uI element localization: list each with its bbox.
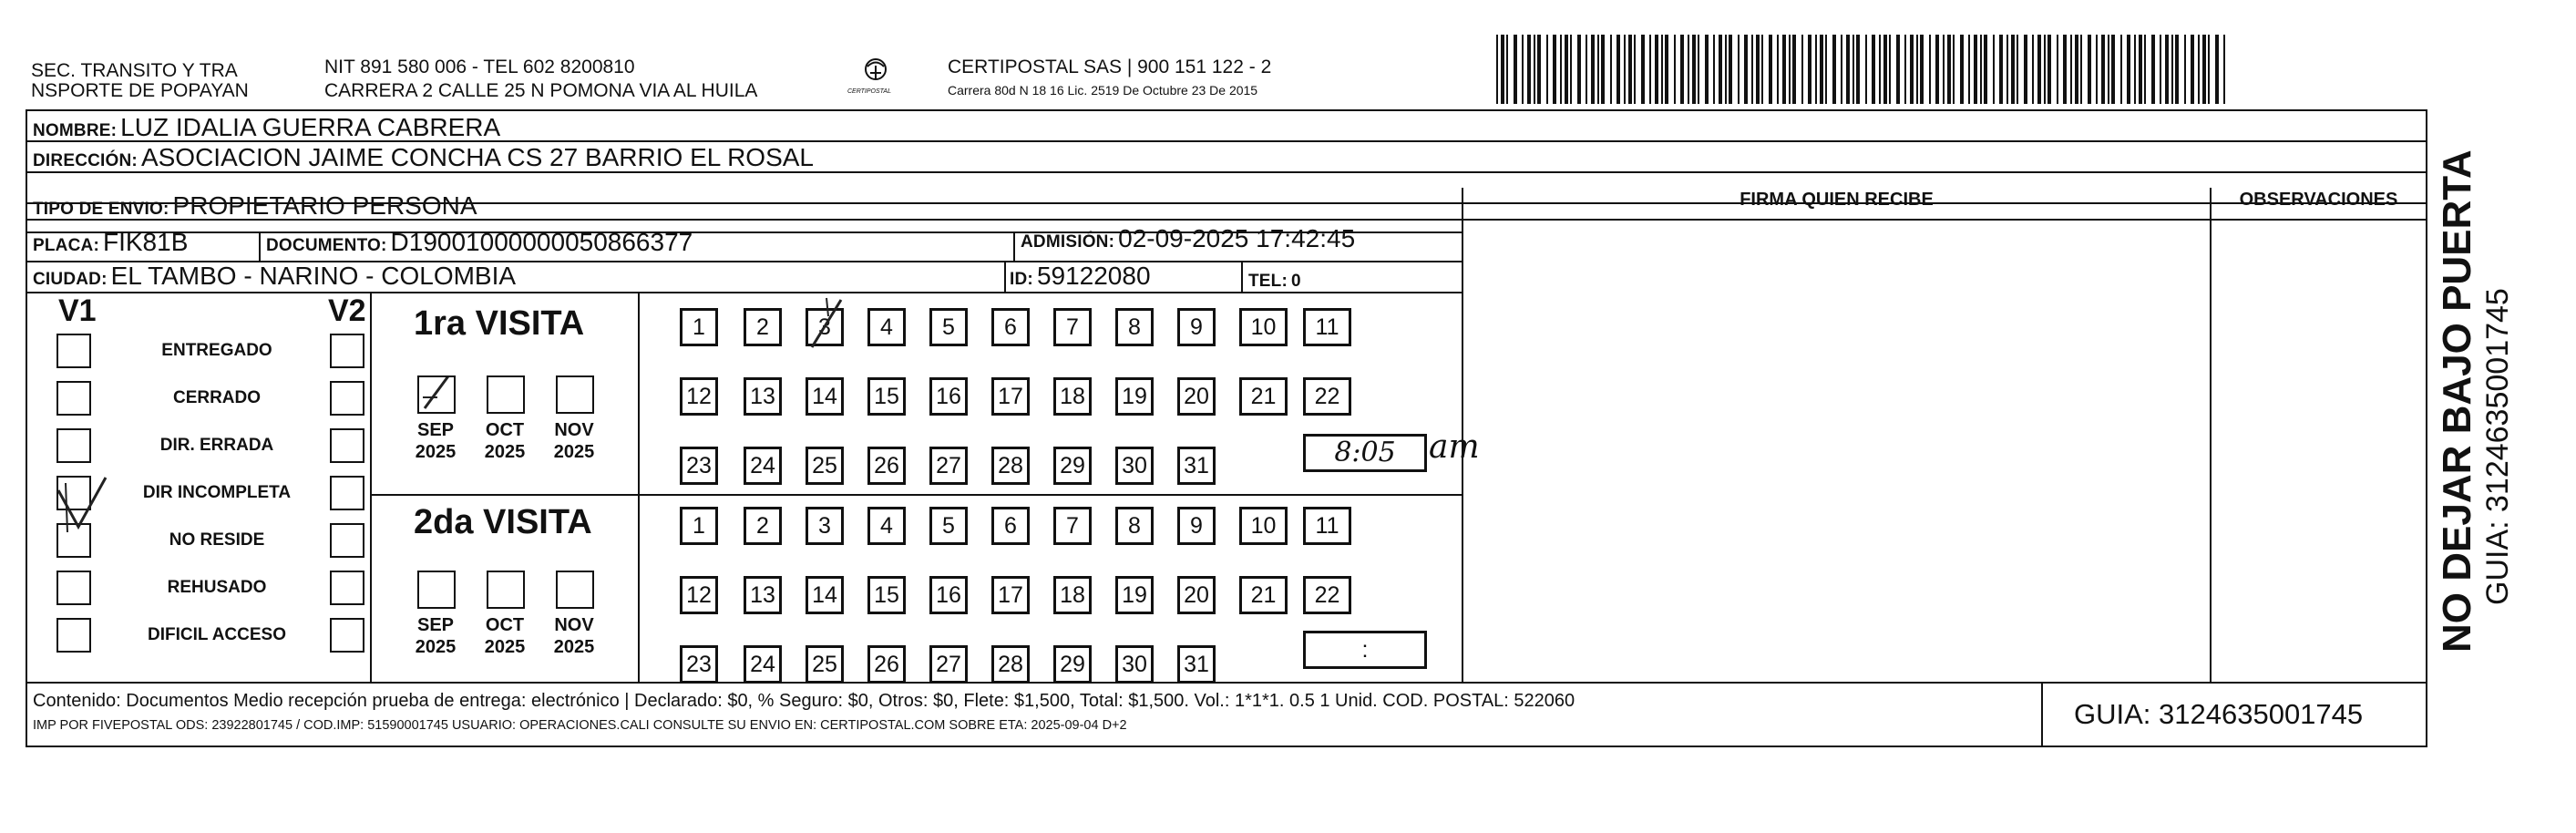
month-checkbox[interactable] xyxy=(487,375,525,414)
tipo-envio-label: TIPO DE ENVIO: xyxy=(33,200,169,219)
month-name: OCT xyxy=(485,420,525,440)
certipostal-logo xyxy=(846,55,906,100)
month-label xyxy=(477,614,532,658)
day-number: 22 xyxy=(1314,582,1340,608)
day-number: 8 xyxy=(1128,314,1141,340)
day-box-20[interactable] xyxy=(1177,377,1216,416)
day-number: 12 xyxy=(686,384,712,409)
observaciones-header: OBSERVACIONES xyxy=(2239,190,2398,210)
ciudad-field xyxy=(33,262,516,293)
status-option-label: DIR. ERRADA xyxy=(159,436,274,455)
month-label xyxy=(547,614,601,658)
day-box-19[interactable] xyxy=(1115,576,1154,614)
day-box-23[interactable] xyxy=(680,645,718,684)
day-number: 20 xyxy=(1184,582,1209,608)
day-box-4[interactable] xyxy=(867,308,906,346)
day-box-21[interactable] xyxy=(1239,576,1288,614)
day-box-15[interactable] xyxy=(867,576,906,614)
logo-text: CERTIPOSTAL xyxy=(847,88,891,95)
visit-1-time-suffix: am xyxy=(1429,428,1480,466)
day-box-17[interactable] xyxy=(991,576,1030,614)
tel-field xyxy=(1248,264,1305,295)
placa-field xyxy=(33,229,188,260)
day-box-5[interactable] xyxy=(929,507,968,545)
day-number: 31 xyxy=(1184,453,1209,478)
day-number: 31 xyxy=(1184,652,1209,677)
day-number: 16 xyxy=(936,582,961,608)
firma-header: FIRMA QUIEN RECIBE xyxy=(1740,190,1934,210)
month-name: OCT xyxy=(485,615,525,635)
status-option-label: NO RESIDE xyxy=(169,530,265,550)
visit-1-time-value: 8:05 xyxy=(1334,437,1396,468)
day-box-15[interactable] xyxy=(867,377,906,416)
documento-value: D19001000000050866377 xyxy=(390,228,693,256)
tel-value: 0 xyxy=(1291,272,1301,291)
ciudad-label: CIUDAD: xyxy=(33,270,108,289)
day-number: 14 xyxy=(812,582,837,608)
day-box-2[interactable] xyxy=(744,507,782,545)
day-number: 7 xyxy=(1066,314,1079,340)
nombre-label: NOMBRE: xyxy=(33,121,118,140)
v2-checkbox[interactable] xyxy=(330,523,364,558)
day-number: 3 xyxy=(818,513,831,539)
month-label xyxy=(547,419,601,463)
day-box-12[interactable] xyxy=(680,377,718,416)
day-number: 1 xyxy=(693,314,705,340)
day-box-1[interactable] xyxy=(680,507,718,545)
day-number: 10 xyxy=(1250,314,1277,340)
day-box-9[interactable] xyxy=(1177,507,1216,545)
day-box-14[interactable] xyxy=(806,576,844,614)
status-option-label: REHUSADO xyxy=(167,578,267,597)
company-line: CERTIPOSTAL SAS | 900 151 122 - 2 xyxy=(948,57,1272,77)
day-box-5[interactable] xyxy=(929,308,968,346)
day-number: 25 xyxy=(812,453,837,478)
day-box-11[interactable] xyxy=(1303,507,1351,545)
month-year: 2025 xyxy=(484,637,526,657)
day-box-13[interactable] xyxy=(744,576,782,614)
day-number: 2 xyxy=(756,314,769,340)
day-number: 14 xyxy=(812,384,837,409)
day-box-31[interactable] xyxy=(1177,645,1216,684)
day-number: 13 xyxy=(750,582,775,608)
day-number: 28 xyxy=(998,453,1023,478)
day-number: 6 xyxy=(1004,314,1017,340)
day-box-1[interactable] xyxy=(680,308,718,346)
day-box-28[interactable] xyxy=(991,447,1030,485)
v2-checkbox[interactable] xyxy=(330,381,364,416)
month-label xyxy=(408,419,463,463)
id-field xyxy=(1010,262,1151,293)
day-box-10[interactable] xyxy=(1239,507,1288,545)
day-number: 7 xyxy=(1066,513,1079,539)
admision-field xyxy=(1021,225,1355,256)
day-box-8[interactable] xyxy=(1115,308,1154,346)
admision-value: 02-09-2025 17:42:45 xyxy=(1118,224,1356,252)
day-box-13[interactable] xyxy=(744,377,782,416)
day-number: 9 xyxy=(1190,314,1203,340)
day-box-30[interactable] xyxy=(1115,645,1154,684)
day-box-18[interactable] xyxy=(1053,576,1092,614)
day-number: 22 xyxy=(1314,384,1340,409)
day-box-30[interactable] xyxy=(1115,447,1154,485)
day-number: 29 xyxy=(1060,453,1085,478)
day-number: 10 xyxy=(1250,513,1277,539)
day-box-31[interactable] xyxy=(1177,447,1216,485)
day-number: 25 xyxy=(812,652,837,677)
day-box-24[interactable] xyxy=(744,645,782,684)
day-number: 17 xyxy=(998,582,1023,608)
id-label: ID: xyxy=(1010,270,1033,289)
v2-checkbox[interactable] xyxy=(330,618,364,653)
v1-check-mark xyxy=(55,474,118,538)
day-number: 21 xyxy=(1250,384,1277,409)
month-name: SEP xyxy=(416,615,455,635)
day-number: 1 xyxy=(693,513,705,539)
tel-label: TEL: xyxy=(1248,272,1288,291)
month-year: 2025 xyxy=(553,442,595,462)
day-number: 24 xyxy=(750,652,775,677)
month-name: SEP xyxy=(416,420,455,440)
sender-address: CARRERA 2 CALLE 25 N POMONA VIA AL HUILA xyxy=(324,80,758,101)
status-option-label: CERRADO xyxy=(172,388,262,407)
day-box-29[interactable] xyxy=(1053,447,1092,485)
day-number: 30 xyxy=(1122,652,1147,677)
day-box-6[interactable] xyxy=(991,507,1030,545)
v2-header: V2 xyxy=(328,293,366,328)
day-box-19[interactable] xyxy=(1115,377,1154,416)
month-year: 2025 xyxy=(553,637,595,657)
day-number: 16 xyxy=(936,384,961,409)
footer-guia: GUIA: 3124635001745 xyxy=(2074,698,2364,730)
day-number: 27 xyxy=(936,453,961,478)
day-box-16[interactable] xyxy=(929,576,968,614)
day-number: 11 xyxy=(1315,314,1339,340)
day-number: 23 xyxy=(686,652,712,677)
side-guia: GUIA: 3124635001745 xyxy=(2480,288,2515,605)
day-number: 11 xyxy=(1315,513,1339,539)
month-year: 2025 xyxy=(415,637,457,657)
status-option-label: DIR INCOMPLETA xyxy=(142,483,292,502)
day-number: 5 xyxy=(942,314,955,340)
month-year: 2025 xyxy=(484,442,526,462)
placa-label: PLACA: xyxy=(33,236,99,255)
nit-line: NIT 891 580 006 - TEL 602 8200810 xyxy=(324,57,635,77)
v1-checkbox[interactable] xyxy=(56,334,91,368)
day-number: 18 xyxy=(1060,582,1085,608)
day-box-22[interactable] xyxy=(1303,377,1351,416)
day-box-3[interactable] xyxy=(806,308,844,346)
day-box-11[interactable] xyxy=(1303,308,1351,346)
month-label xyxy=(477,419,532,463)
day-number: 12 xyxy=(686,582,712,608)
day-number: 4 xyxy=(880,314,893,340)
v2-checkbox[interactable] xyxy=(330,334,364,368)
status-option-label: ENTREGADO xyxy=(161,341,272,360)
day-box-6[interactable] xyxy=(991,308,1030,346)
day-number: 3 xyxy=(818,314,831,340)
month-name: NOV xyxy=(554,420,594,440)
day-box-20[interactable] xyxy=(1177,576,1216,614)
nombre-value: LUZ IDALIA GUERRA CABRERA xyxy=(120,113,501,141)
sender-line-2: NSPORTE DE POPAYAN xyxy=(31,80,249,101)
day-number: 2 xyxy=(756,513,769,539)
status-option-label: DIFICIL ACCESO xyxy=(147,625,286,644)
day-box-24[interactable] xyxy=(744,447,782,485)
id-value: 59122080 xyxy=(1036,262,1151,290)
ciudad-value: EL TAMBO - NARINO - COLOMBIA xyxy=(110,262,517,290)
placa-value: FIK81B xyxy=(102,228,189,256)
tipo-envio-value: PROPIETARIO PERSONA xyxy=(172,191,477,220)
barcode xyxy=(1496,35,2236,104)
day-number: 21 xyxy=(1250,582,1277,608)
day-number: 28 xyxy=(998,652,1023,677)
direccion-field xyxy=(33,144,814,175)
sender-line-1: SEC. TRANSITO Y TRA xyxy=(31,60,238,81)
month-year: 2025 xyxy=(415,442,457,462)
day-number: 26 xyxy=(874,453,899,478)
day-box-10[interactable] xyxy=(1239,308,1288,346)
day-box-14[interactable] xyxy=(806,377,844,416)
v1-header: V1 xyxy=(58,293,97,328)
visit-2-time-box[interactable] xyxy=(1303,631,1427,669)
documento-label: DOCUMENTO: xyxy=(266,236,387,255)
v1-checkbox[interactable] xyxy=(56,571,91,605)
v2-checkbox[interactable] xyxy=(330,571,364,605)
v2-checkbox[interactable] xyxy=(330,476,364,510)
day-number: 8 xyxy=(1128,513,1141,539)
direccion-value: ASOCIACION JAIME CONCHA CS 27 BARRIO EL ROSAL xyxy=(140,143,814,171)
day-number: 26 xyxy=(874,652,899,677)
day-number: 30 xyxy=(1122,453,1147,478)
month-checkbox[interactable] xyxy=(417,571,456,609)
day-box-27[interactable] xyxy=(929,645,968,684)
v1-checkbox[interactable] xyxy=(56,618,91,653)
day-number: 15 xyxy=(874,384,899,409)
day-check-mark xyxy=(805,294,850,360)
day-number: 5 xyxy=(942,513,955,539)
day-box-17[interactable] xyxy=(991,377,1030,416)
day-number: 29 xyxy=(1060,652,1085,677)
month-name: NOV xyxy=(554,615,594,635)
visit-2-time-value: : xyxy=(1361,637,1369,663)
day-box-2[interactable] xyxy=(744,308,782,346)
day-box-25[interactable] xyxy=(806,447,844,485)
day-box-12[interactable] xyxy=(680,576,718,614)
day-number: 13 xyxy=(750,384,775,409)
day-box-23[interactable] xyxy=(680,447,718,485)
day-box-28[interactable] xyxy=(991,645,1030,684)
day-box-22[interactable] xyxy=(1303,576,1351,614)
direccion-label: DIRECCIÓN: xyxy=(33,151,138,170)
side-warning: NO DEJAR BAJO PUERTA xyxy=(2435,149,2479,653)
company-address: Carrera 80d N 18 16 Lic. 2519 De Octubre 23 De 2015 xyxy=(948,83,1258,98)
day-number: 15 xyxy=(874,582,899,608)
day-box-8[interactable] xyxy=(1115,507,1154,545)
day-box-9[interactable] xyxy=(1177,308,1216,346)
month-checkbox[interactable] xyxy=(556,571,594,609)
nombre-field xyxy=(33,114,500,145)
day-box-29[interactable] xyxy=(1053,645,1092,684)
footer-imp: IMP POR FIVEPOSTAL ODS: 23922801745 / COD.IMP: 51590001745 USUARIO: OPERACIONES.CALI CONSULTE SU ENVIO EN: CERTIPOSTAL.COM SOBRE ETA: 2025-09-04 D+2 xyxy=(33,718,1127,733)
day-box-25[interactable] xyxy=(806,645,844,684)
documento-field xyxy=(266,229,693,260)
month-checkbox[interactable] xyxy=(417,375,456,414)
month-label xyxy=(408,614,463,658)
v1-checkbox[interactable] xyxy=(56,381,91,416)
day-box-3[interactable] xyxy=(806,507,844,545)
day-number: 23 xyxy=(686,453,712,478)
day-box-16[interactable] xyxy=(929,377,968,416)
day-box-4[interactable] xyxy=(867,507,906,545)
day-box-26[interactable] xyxy=(867,447,906,485)
day-number: 20 xyxy=(1184,384,1209,409)
month-checkbox[interactable] xyxy=(556,375,594,414)
admision-label: ADMISIÓN: xyxy=(1021,232,1115,252)
day-box-18[interactable] xyxy=(1053,377,1092,416)
v2-checkbox[interactable] xyxy=(330,428,364,463)
footer-contenido: Contenido: Documentos Medio recepción prueba de entrega: electrónico | Declarado: $0, % Seguro: $0, Otros: $0, Flete: $1,500, Total: $1,500. Vol.: 1*1*1. 0.5 1 Unid. COD. POSTAL: 522060 xyxy=(33,691,1575,711)
day-box-7[interactable] xyxy=(1053,308,1092,346)
day-box-27[interactable] xyxy=(929,447,968,485)
day-box-26[interactable] xyxy=(867,645,906,684)
day-number: 27 xyxy=(936,652,961,677)
v1-checkbox[interactable] xyxy=(56,428,91,463)
day-number: 18 xyxy=(1060,384,1085,409)
month-check-mark xyxy=(419,377,457,416)
visit-2-title: 2da VISITA xyxy=(414,503,592,541)
day-number: 19 xyxy=(1122,384,1147,409)
day-number: 19 xyxy=(1122,582,1147,608)
tipo-envio-field xyxy=(33,192,477,223)
month-checkbox[interactable] xyxy=(487,571,525,609)
day-number: 6 xyxy=(1004,513,1017,539)
visit-1-time-box[interactable] xyxy=(1303,434,1427,472)
day-number: 9 xyxy=(1190,513,1203,539)
day-number: 17 xyxy=(998,384,1023,409)
day-number: 4 xyxy=(880,513,893,539)
day-box-7[interactable] xyxy=(1053,507,1092,545)
day-number: 24 xyxy=(750,453,775,478)
visit-1-title: 1ra VISITA xyxy=(414,304,585,343)
day-box-21[interactable] xyxy=(1239,377,1288,416)
